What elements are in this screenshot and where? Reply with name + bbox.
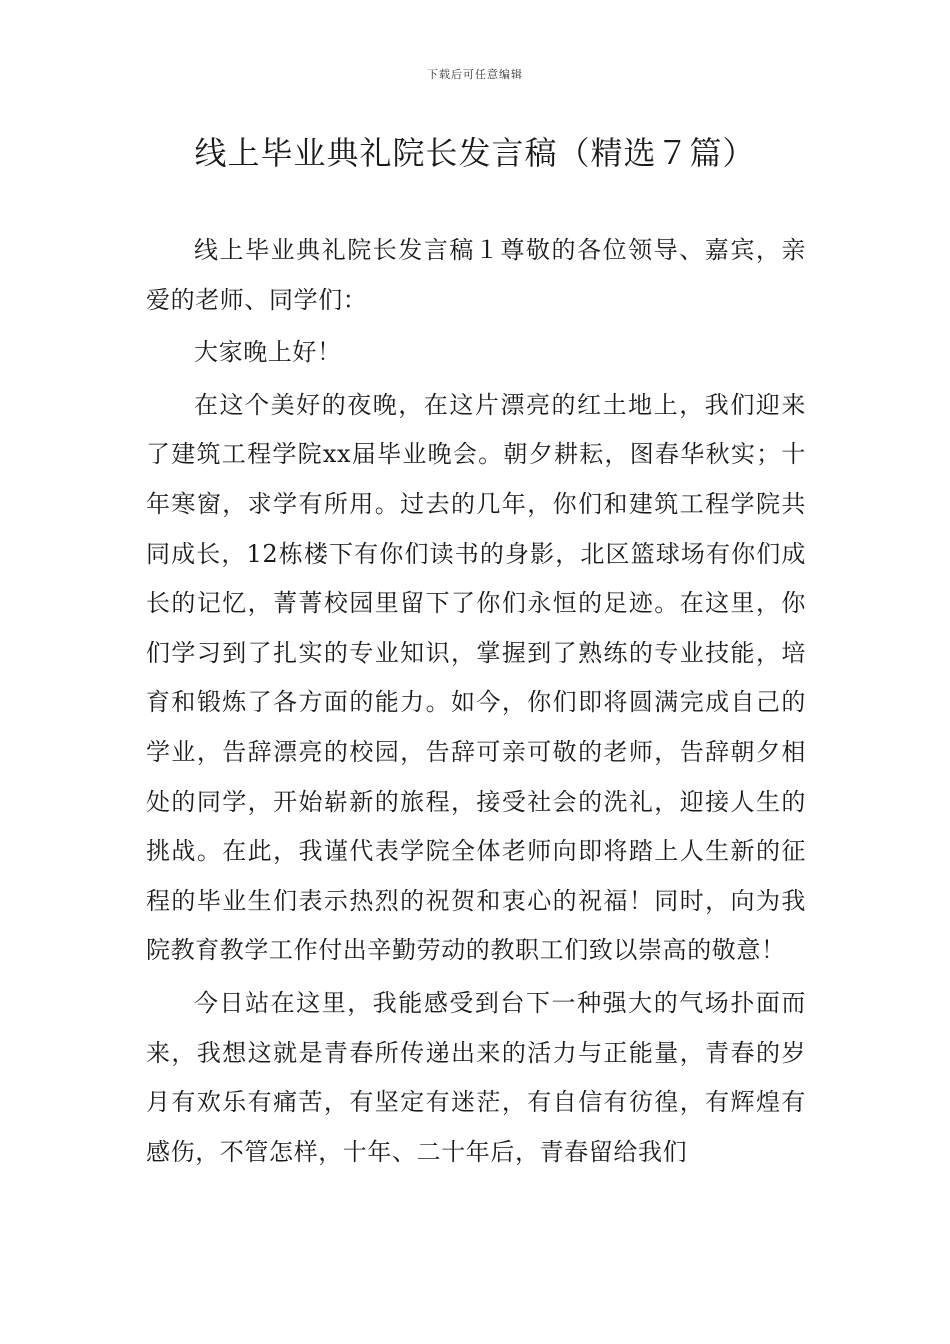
paragraph-3: 在这个美好的夜晚，在这片漂亮的红土地上，我们迎来了建筑工程学院xx届毕业晚会。朝夕耕耘，图春华秋实；十年寒窗，求学有所用。过去的几年，你们和建筑工程学院共同成长，12栋楼下有你们读书的身影，北区篮球场有你们成长的记忆，菁菁校园里留下了你们永恒的足迹。在这里，你们学习到了扎实的专业知识，掌握到了熟练的专业技能，培育和锻炼了各方面的能力。如今，你们即将圆满完成自己的学业，告辞漂亮的校园，告辞可亲可敬的老师，告辞朝夕相处的同学，开始崭新的旅程，接受社会的洗礼，迎接人生的挑战。在此，我谨代表学院全体老师向即将踏上人生新的征程的毕业生们表示热烈的祝贺和衷心的祝福！同时，向为我院教育教学工作付出辛勤劳动的教职工们致以崇高的敬意！: [146, 390, 806, 965]
paragraph-2: 大家晚上好！: [194, 338, 342, 367]
paragraph-1: 线上毕业典礼院长发言稿１尊敬的各位领导、嘉宾，亲爱的老师、同学们：: [146, 236, 806, 314]
document-body: [146, 226, 806, 1180]
header-note: 下载后可任意编辑: [427, 68, 523, 81]
paragraph-4: 今日站在这里，我能感受到台下一种强大的气场扑面而来，我想这就是青春所传递出来的活力与正能量，青春的岁月有欢乐有痛苦，有坚定有迷茫，有自信有彷徨，有辉煌有感伤，不管怎样，十年、二十年后，青春留给我们: [146, 988, 806, 1166]
page-title: 线上毕业典礼院长发言稿（精选７篇）: [194, 134, 756, 172]
